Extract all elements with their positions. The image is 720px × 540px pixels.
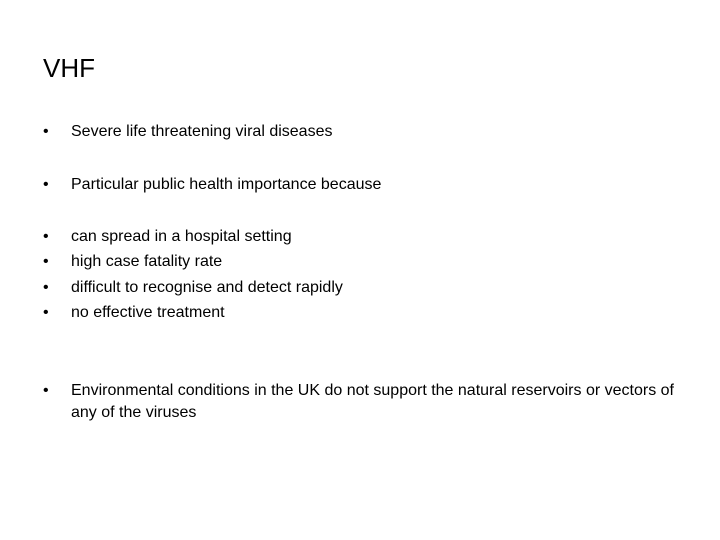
bullet-icon: • [43,228,49,245]
bullet-text: no effective treatment [71,304,225,321]
bullet-icon: • [43,304,49,321]
bullet-icon: • [43,123,49,140]
bullet-text: difficult to recognise and detect rapidly [71,279,343,296]
slide-title: VHF [43,53,95,83]
bullet-text: Severe life threatening viral diseases [71,123,333,140]
bullet-icon: • [43,253,49,270]
bullet-text: Particular public health importance because [71,176,382,193]
bullet-icon: • [43,176,49,193]
bullet-text: can spread in a hospital setting [71,228,292,245]
bullet-text: high case fatality rate [71,253,223,270]
bullet-icon: • [43,382,49,399]
bullet-icon: • [43,279,49,296]
bullet-text: Environmental conditions in the UK do not support the natural reservoirs or vectors of any of the viruses [71,382,674,421]
